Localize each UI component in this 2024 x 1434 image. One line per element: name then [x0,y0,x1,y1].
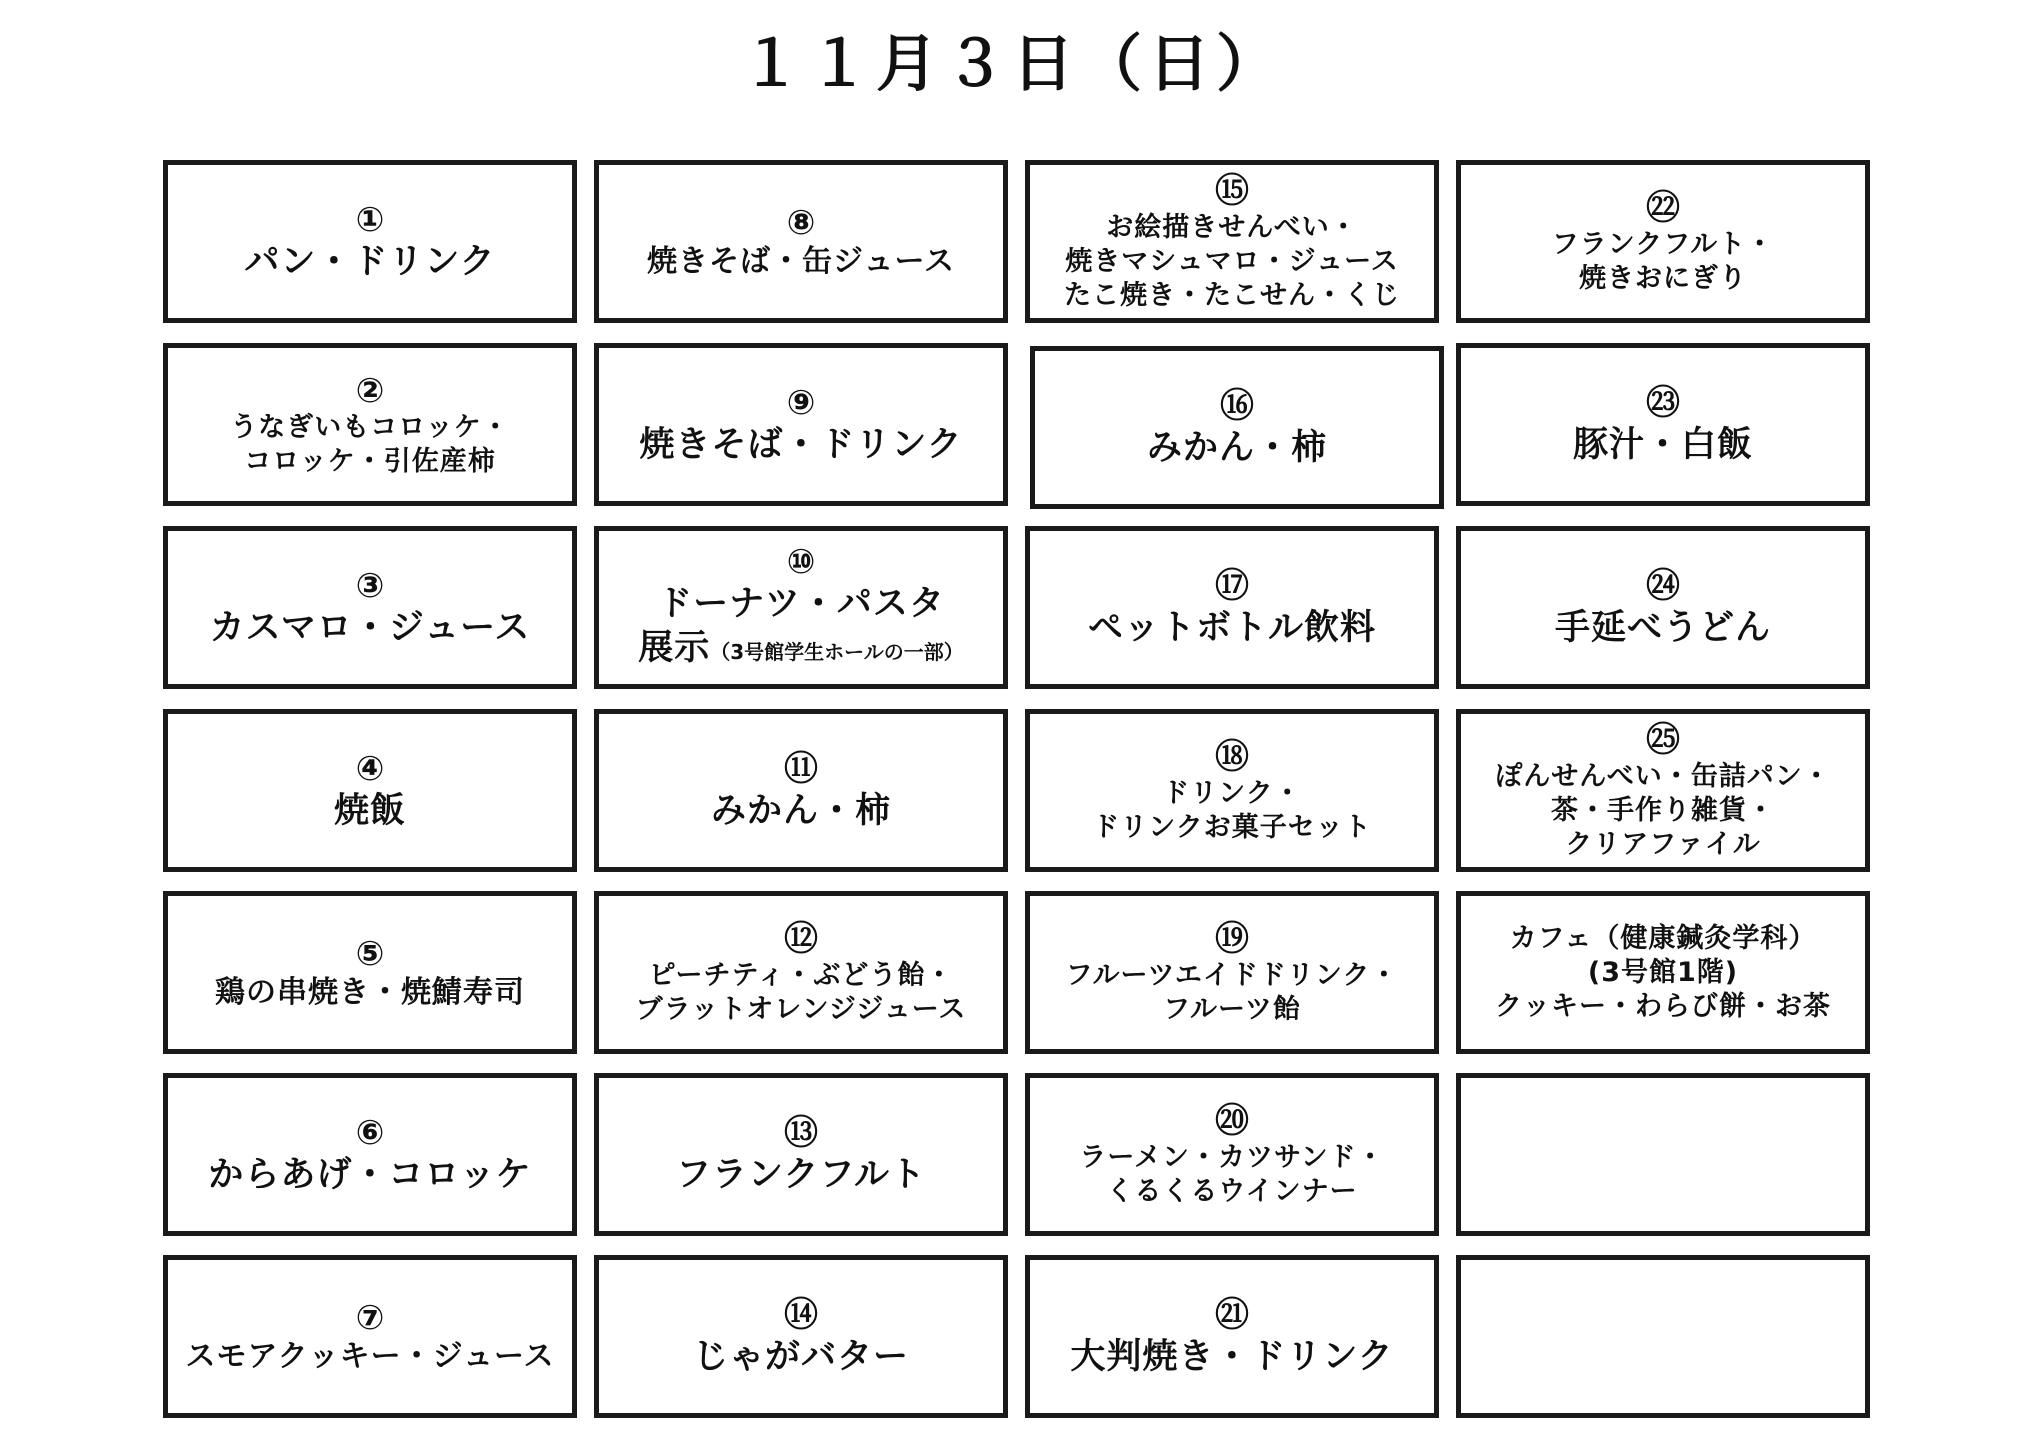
booth-number: ⑲ [1215,918,1249,959]
booth-17 [1025,526,1439,689]
booth-items: 鶏の串焼き・焼鯖寿司 [215,974,525,1010]
booth-5 [163,891,577,1054]
booth-number: ⑱ [1215,736,1249,777]
page-title: １１月３日（日） [739,27,1284,100]
booth-number: ⑦ [355,1297,385,1338]
booth-items: ペットボトル飲料 [1087,607,1376,648]
booth-number: ⑫ [784,918,818,959]
booth-items: 大判焼き・ドリンク [1070,1336,1394,1377]
booth-items: フルーツエイドドリンク・ [1065,959,1399,991]
booth-12 [594,891,1008,1054]
booth-items-exhibit [638,626,964,674]
booth-items: ラーメン・カツサンド・ [1079,1141,1385,1173]
booth-25 [1456,709,1870,872]
booth-number: ⑭ [784,1294,818,1335]
booth-items: カスマロ・ジュース [209,607,531,648]
booth-items: みかん・柿 [1146,427,1327,468]
booth-items: からあげ・コロッケ [208,1154,532,1195]
booth-items: たこ焼き・たこせん・くじ [1064,279,1400,311]
booth-items: お絵描きせんべい・ [1106,211,1358,243]
booth-items: 手延べうどん [1554,607,1771,648]
booth-11 [594,709,1008,872]
booth-items: ドーナツ・パスタ [657,583,945,624]
booth-items: パン・ドリンク [244,241,496,282]
booth-items: ドリンクお菓子セット [1092,811,1372,843]
booth-number: ㉑ [1215,1294,1249,1335]
booth-number: ⑬ [784,1112,818,1153]
booth-number: ⑰ [1215,565,1249,606]
booth-number: ② [355,370,385,411]
booth-items: 焼きそば・ドリンク [639,424,963,465]
booth-22 [1456,160,1870,323]
booth-items: 豚汁・白飯 [1572,424,1753,465]
booth-number: ㉕ [1646,719,1680,760]
booth-number: ㉓ [1646,382,1680,423]
booth-location: (3号館1階) [1587,956,1739,988]
booth-18 [1025,709,1439,872]
booth-items: フランクフルト・ [1551,228,1775,260]
booth-items: ブラットオレンジジュース [635,993,967,1025]
booth-items: 焼飯 [333,790,406,831]
booth-9 [594,343,1008,506]
booth-8 [594,160,1008,323]
booth-items: うなぎいもコロッケ・ [230,411,510,443]
booth-empty [1456,1073,1870,1236]
booth-number: ④ [355,748,385,789]
booth-items: じゃがバター [692,1336,909,1377]
booth-number: ⑳ [1215,1100,1249,1141]
booth-13 [594,1073,1008,1236]
booth-number: ⑩ [786,541,816,582]
booth-21 [1025,1255,1439,1418]
booth-items: クリアファイル [1565,828,1761,860]
booth-items: コロッケ・引佐産柿 [244,445,496,477]
booth-number: ① [355,199,385,240]
booth-15 [1025,160,1439,323]
booth-number: ⑪ [784,748,818,789]
booth-items: フルーツ飴 [1163,993,1301,1025]
booth-number: ③ [355,565,385,606]
booth-20 [1025,1073,1439,1236]
booth-24 [1456,526,1870,689]
booth-number: ㉒ [1646,187,1680,228]
booth-number: ⑯ [1220,385,1254,426]
booth-items: ピーチティ・ぶどう飴・ [648,959,954,991]
booth-items: くるくるウインナー [1106,1175,1358,1207]
booth-items: スモアクッキー・ジュース [185,1338,555,1374]
exhibit-label: 展示 [638,627,711,668]
booth-16 [1030,346,1444,509]
booth-items: 焼きマシュマロ・ジュース [1065,245,1399,277]
booth-number: ⑧ [786,202,816,243]
booth-10 [594,526,1008,689]
booth-14 [594,1255,1008,1418]
booth-number: ⑤ [355,933,385,974]
booth-number: ㉔ [1646,565,1680,606]
booth-7 [163,1255,577,1418]
booth-items: ドリンク・ [1162,777,1302,809]
booth-number: ⑨ [786,382,816,423]
booth-3 [163,526,577,689]
booth-items: みかん・柿 [710,790,891,831]
booth-items: フランクフルト [676,1154,926,1195]
booth-items: クッキー・わらび餅・お茶 [1495,990,1831,1022]
exhibit-location-note: （3号館学生ホールの一部） [710,639,964,664]
booth-6 [163,1073,577,1236]
booth-items: 焼きおにぎり [1579,262,1747,294]
booth-items: 茶・手作り雑貨・ [1551,794,1775,826]
booth-19 [1025,891,1439,1054]
booth-1 [163,160,577,323]
booth-items: 焼きそば・缶ジュース [647,243,955,279]
booth-23 [1456,343,1870,506]
booth-number: ⑮ [1215,170,1249,211]
booth-4 [163,709,577,872]
booth-2 [163,343,577,506]
booth-items: カフェ（健康鍼灸学科） [1509,922,1817,954]
booth-number: ⑥ [355,1112,385,1153]
booth-items: ぽんせんべい・缶詰パン・ [1495,760,1831,792]
booth-empty [1456,1255,1870,1418]
booth-cafe [1456,891,1870,1054]
